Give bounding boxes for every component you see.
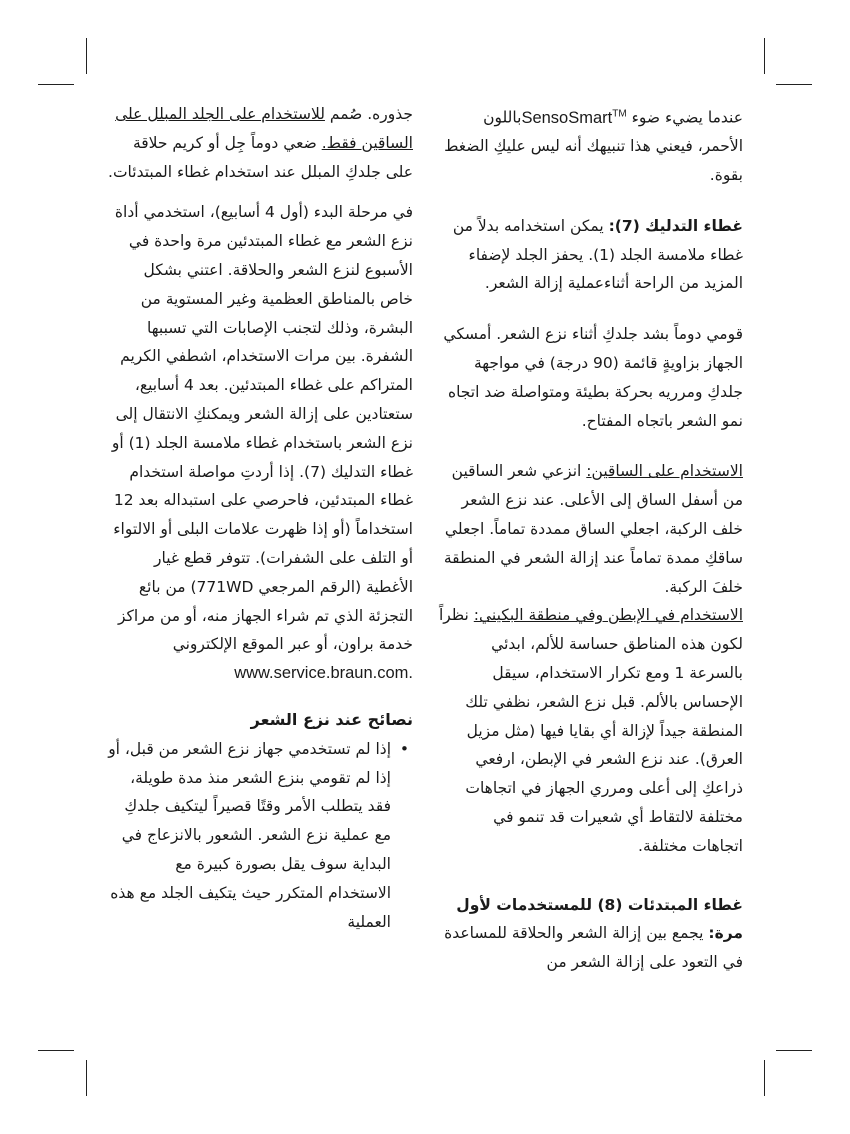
crop-mark	[86, 38, 87, 74]
tips-bullet-item: • إذا لم تستخدمي جهاز نزع الشعر من قبل، أو إذا لم تقومي بنزع الشعر منذ مدة طويلة، فقد يتطلب الأمر وقتًا قصيراً ليتكيف جلدكِ مع عملية نزع الشعر. الشعور بالانزعاج في البداية سوف يقل بصورة كبيرة مع الاستخدام المتكرر حيث يتكيف الجلد مع هذه العملية	[108, 735, 413, 937]
beginner-cap-paragraph: غطاء المبتدئات (8) للمستخدمات لأول مرة: يجمع بين إزالة الشعر والحلاقة للمساعدة في التعود على إزالة الشعر من	[444, 895, 743, 972]
technique-paragraph: قومي دوماً بشد جلدكِ أثناء نزع الشعر. أمسكي الجهاز بزاويةٍ قائمة (90 درجة) في مواجهة جلدكِ ومرريه بحركة بطيئة ومتواصلة ضد اتجاه نمو الشعر باتجاه المفتاح.	[443, 325, 743, 430]
crop-mark	[38, 84, 74, 85]
starting-phase-paragraph: في مرحلة البدء (أول 4 أسابيع)، استخدمي أداة نزع الشعر مع غطاء المبتدئين مرة واحدة في الأسبوع لنزع الشعر والحلاقة. اعتني بشكل خاص بالمناطق العظمية وغير المستوية من البشرة، وذلك لتجنب الإصابات التي تسببها الشفرة. بين مرات الاستخدام، اشطفي الكريم المتراكم على غطاء المبتدئين. بعد 4 أسابيع، ستعتادين على إزالة الشعر ويمكنكِ الانتقال إلى نزع الشعر باستخدام غطاء ملامسة الجلد (1) أو غطاء التدليك (7). إذا أردتِ مواصلة استخدام غطاء المبتدئين، فاحرصي على استبداله بعد 12 استخداماً (أو إذا ظهرت علامات البلى أو الالتواء أو التلف على الشفرات). تتوفر قطع غيار الأغطية (الرقم المرجعي 771WD) من بائع التجزئة الذي تم شراء الجهاز منه، أو من مراكز خدمة براون، أو عبر الموقع الإلكتروني www.service.braun.com.	[111, 203, 413, 683]
crop-mark	[776, 84, 812, 85]
sensosmart-paragraph: عندما يضيء ضوء SensoSmart™باللون الأحمر، فيعني هذا تنبيهك أنه ليس عليكِ الضغط بقوة.	[444, 108, 743, 185]
crop-mark	[776, 1050, 812, 1051]
legs-usage-paragraph: الاستخدام على الساقين: انزعي شعر الساقين من أسفل الساق إلى الأعلى. عند نزع الشعر خلف الركبة، اجعلي الساق ممددة تماماً. اجعلي ساقكِ ممدة تماماً عند إزالة الشعر في المنطقة خلفَ الركبة.	[443, 462, 743, 596]
bullet-icon: •	[399, 739, 409, 758]
beginner-cap-continued: جذوره. صُمم للاستخدام على الجلد المبلل على الساقين فقط. ضعي دوماً جِل أو كريم حلاقة على جلدكِ المبلل عند استخدام غطاء المبتدئات.	[108, 105, 413, 181]
crop-mark	[764, 38, 765, 74]
crop-mark	[86, 1060, 87, 1096]
crop-mark	[38, 1050, 74, 1051]
left-column	[108, 100, 413, 936]
brand-name: SensoSmart™	[521, 108, 627, 127]
underarm-bikini-paragraph: الاستخدام في الإبطن وفي منطقة البكيني: نظراً لكون هذه المناطق حساسة للألم، ابدئي بالسرعة 1 ومع تكرار الاستخدام، سيقل الإحساس بالألم. قبل نزع الشعر، نظفي تلك المنطقة جيداً لإزالة أي بقايا فيها (مثل مزيل العرق). عند نزع الشعر في الإبطن، ارفعي ذراعكِ إلى أعلى ومرري الجهاز في اتجاهات مختلفة لالتقاط أي شعيرات قد تنمو في اتجاهات مختلفة.	[438, 606, 743, 855]
crop-mark	[764, 1060, 765, 1096]
right-column	[438, 100, 743, 977]
massage-cap-paragraph: غطاء التدليك (7): يمكن استخدامه بدلاً من غطاء ملامسة الجلد (1). يحفز الجلد لإضفاء المزيد من الراحة أثناءعملية إزالة الشعر.	[452, 216, 743, 293]
service-url: www.service.braun.com.	[234, 664, 413, 683]
tips-heading: نصائح عند نزع الشعر	[250, 709, 413, 729]
